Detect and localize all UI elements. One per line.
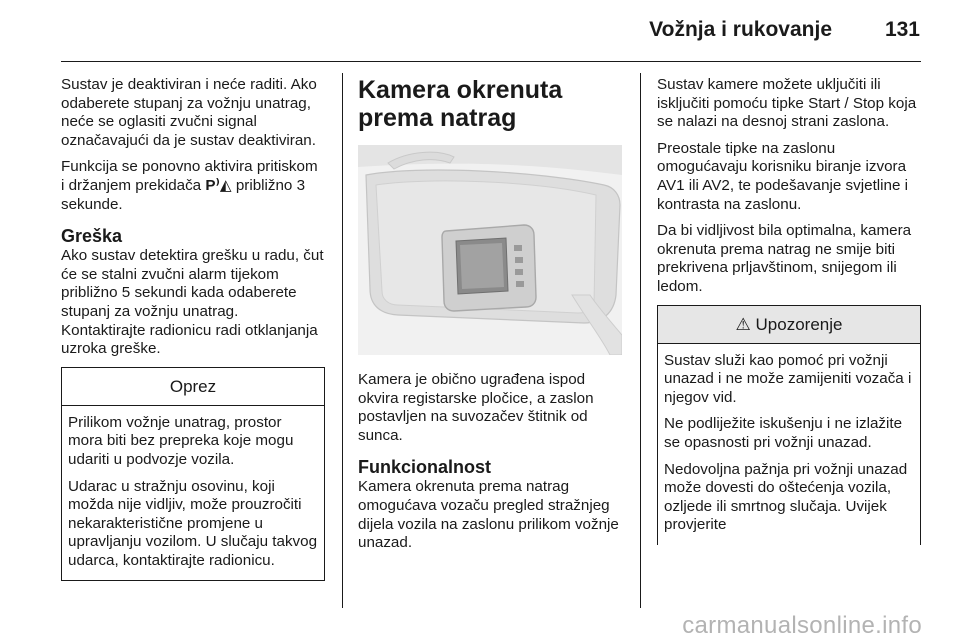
column-1 [61, 76, 325, 581]
reactivate-duration: približno 3 sekunde. [61, 176, 306, 213]
warning-header [658, 306, 920, 344]
sun-visor-display-illustration [358, 145, 622, 355]
paragraph-camera-location: Kamera je obično ugrađena ispod okvira registarske pločice, a zaslon postavljen na suvozačev štitnik od sunca. [358, 371, 594, 444]
section-heading-functionality: Funkcionalnost [358, 457, 492, 478]
column-divider-1 [342, 73, 343, 608]
parking-switch-symbol [205, 177, 231, 194]
caution-box [61, 367, 325, 582]
page-header-title: Vožnja i rukovanje [649, 18, 832, 41]
column-divider-2 [640, 73, 641, 608]
paragraph-start-stop: Sustav kamere možete uključiti ili isključiti pomoću tipke Start / Stop koja se nalazi na desnoj strani zaslona. [657, 76, 917, 131]
caution-paragraph-2: Udarac u stražnju osovinu, koji možda nije vidljiv, može prouzročiti nekarakteristične promjene u upravljanju vozilom. U slučaju takvog udarca, kontaktirajte radionicu. [68, 477, 318, 569]
paragraph-visibility: Da bi vidljivost bila optimalna, kamera okrenuta prema natrag ne smije biti prekrivena prljavštinom, snijegom ili ledom. [657, 222, 912, 295]
column-2 [358, 76, 622, 561]
warning-triangle-icon: ⚠ [735, 314, 751, 334]
warning-body [658, 344, 920, 545]
parking-switch-letter: P [205, 176, 216, 194]
warning-title: Upozorenje [755, 314, 843, 334]
caution-body [62, 406, 324, 581]
page-number: 131 [884, 18, 920, 41]
warning-paragraph-1: Sustav služi kao pomoć pri vožnji unazad i ne može zamijeniti vozača i njegov vid. [664, 351, 912, 406]
paragraph-reactivate [61, 158, 325, 214]
column-3 [657, 76, 921, 545]
warning-paragraph-3: Nedovoljna pažnja pri vožnji unazad može dovesti do oštećenja vozila, ozljede ili smrtnog slučaja. Uvijek provjerite [664, 460, 908, 534]
section-heading-rear-camera: Kamera okrenuta prema natrag [358, 76, 563, 132]
paragraph-error: Ako sustav detektira grešku u radu, čut će se stalni zvučni alarm tijekom približno 5 sekundi kada odaberete stupanj za vožnju unatrag. Kontaktirajte radionicu radi otklanjanja uzroka greške. [61, 247, 324, 358]
section-heading-error: Greška [61, 226, 123, 247]
paragraph-other-buttons: Preostale tipke na zaslonu omogućavaju korisniku biranje izvora AV1 ili AV2, te podešavanje svjetline i kontrasta na zaslonu. [657, 139, 909, 213]
sun-visor-svg [358, 145, 622, 355]
caution-title: Oprez [62, 368, 324, 406]
paragraph-deactivated: Sustav je deaktiviran i neće raditi. Ako odaberete stupanj za vožnju unatrag, neće se oglasiti zvučni signal označavajući da je sustav deaktiviran. [61, 76, 317, 149]
sensor-waves-icon: ⁾◭ [215, 176, 232, 194]
watermark: carmanualsonline.info [682, 612, 922, 639]
caution-paragraph-1: Prilikom vožnje unatrag, prostor mora biti bez prepreka koje mogu udariti u podvozje vozila. [68, 413, 294, 468]
warning-box [657, 305, 921, 545]
warning-paragraph-2: Ne podliježite iskušenju i ne izlažite se opasnosti pri vožnji unazad. [664, 415, 903, 451]
reactivate-text: Funkcija se ponovno aktivira pritiskom i držanjem prekidača [61, 158, 318, 194]
paragraph-functionality: Kamera okrenuta prema natrag omogućava vozaču pregled stražnjeg dijela vozila na zaslonu prilikom vožnje unazad. [358, 478, 619, 552]
header-divider [61, 61, 921, 62]
